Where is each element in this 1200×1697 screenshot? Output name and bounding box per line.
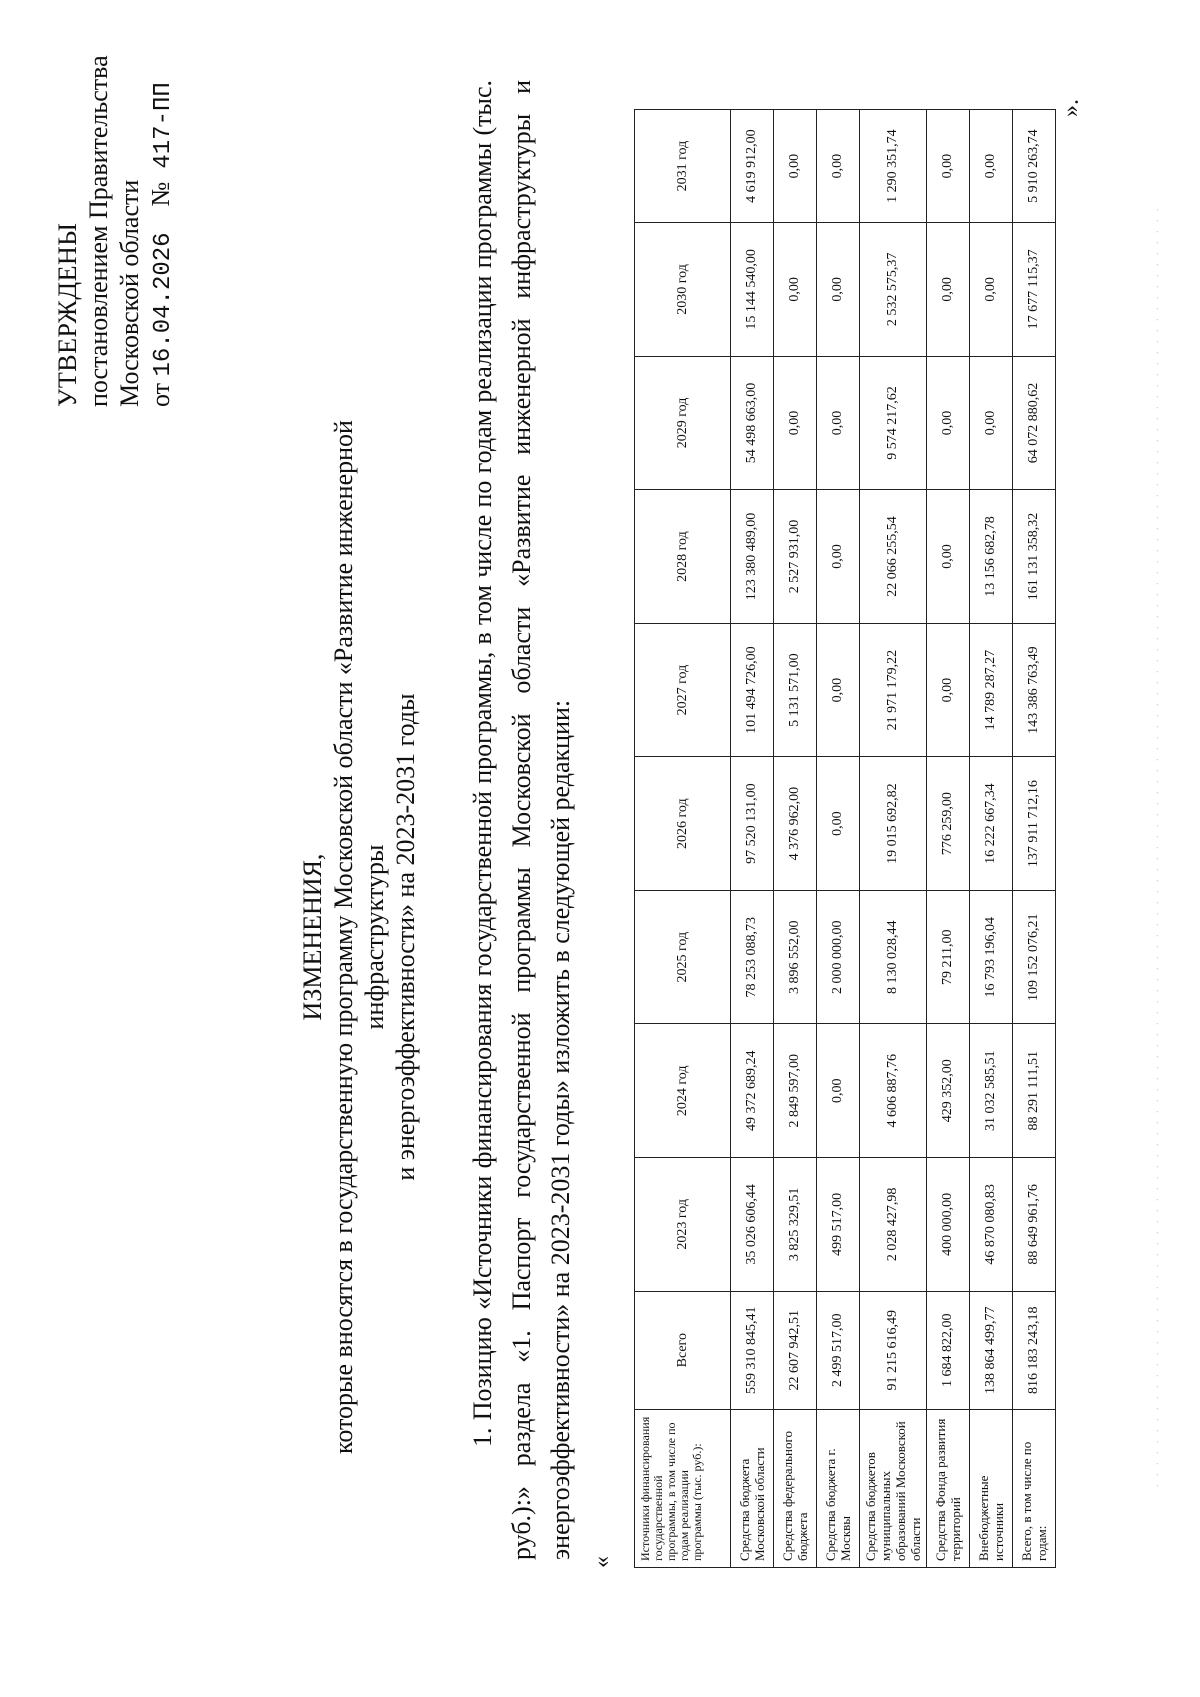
approval-number: 417-ПП xyxy=(150,82,177,169)
table-cell: 3 825 329,51 xyxy=(774,1158,817,1292)
table-cell: 4 606 887,76 xyxy=(860,1024,927,1158)
table-cell: 91 215 616,49 xyxy=(860,1291,927,1409)
approval-line-4 xyxy=(145,55,179,407)
approval-number-sign: № xyxy=(146,181,175,207)
row-label: Средства бюджета Московской области xyxy=(731,1409,774,1567)
row-label: Средства Фонда развития территорий xyxy=(927,1409,970,1567)
table-cell: 22 066 255,54 xyxy=(860,490,927,624)
row-label: Средства бюджетов муниципальных образований Московской области xyxy=(860,1409,927,1567)
table-cell: 79 211,00 xyxy=(927,890,970,1024)
table-cell: 19 015 692,82 xyxy=(860,757,927,891)
table-cell: 400 000,00 xyxy=(927,1158,970,1292)
table-cell: 123 380 489,00 xyxy=(731,490,774,624)
table-cell: 499 517,00 xyxy=(817,1158,860,1292)
table-cell: 0,00 xyxy=(927,490,970,624)
table-cell: 0,00 xyxy=(817,1024,860,1158)
approval-date-prefix: от xyxy=(146,382,175,407)
table-cell: 101 494 726,00 xyxy=(731,623,774,757)
table-cell: 31 032 585,51 xyxy=(970,1024,1013,1158)
table-cell: 0,00 xyxy=(970,356,1013,490)
body-paragraph: 1. Позицию «Источники финансирования государственной программы, в том числе по годам реализации программы (тыс. руб.):» раздела «1. Паспорт государственной программы Московской области «Развитие инженерной инфраструктуры и энергоэффективности» на 2023-2031 годы» изложить в следующей редакции: xyxy=(468,80,575,1560)
table-cell: 2 849 597,00 xyxy=(774,1024,817,1158)
table-cell: 2 028 427,98 xyxy=(860,1158,927,1292)
close-quote: ». xyxy=(1058,99,1084,117)
table-cell: 14 789 287,27 xyxy=(970,623,1013,757)
header-cell: 2029 год xyxy=(635,356,731,490)
table-cell: 1 290 351,74 xyxy=(860,110,927,223)
table-cell: 54 498 663,00 xyxy=(731,356,774,490)
table-row xyxy=(817,110,860,1568)
table-cell: 8 130 028,44 xyxy=(860,890,927,1024)
table-cell: 3 896 552,00 xyxy=(774,890,817,1024)
table-cell: 0,00 xyxy=(927,110,970,223)
table-row xyxy=(774,110,817,1568)
header-cell: 2023 год xyxy=(635,1158,731,1292)
table-cell: 15 144 540,00 xyxy=(731,223,774,357)
table-cell: 776 259,00 xyxy=(927,757,970,891)
document-title xyxy=(297,337,421,1537)
table-header-row xyxy=(635,110,731,1568)
table-cell: 4 619 912,00 xyxy=(731,110,774,223)
table-row xyxy=(731,110,774,1568)
table-cell: 9 574 217,62 xyxy=(860,356,927,490)
table-cell: 49 372 689,24 xyxy=(731,1024,774,1158)
table-cell: 816 183 243,18 xyxy=(1013,1291,1056,1409)
header-cell: 2028 год xyxy=(635,490,731,624)
table-cell: 0,00 xyxy=(817,757,860,891)
header-cell: 2027 год xyxy=(635,623,731,757)
table-cell: 2 499 517,00 xyxy=(817,1291,860,1409)
table-cell: 97 520 131,00 xyxy=(731,757,774,891)
approval-heading: УТВЕРЖДЕНЫ xyxy=(53,222,82,407)
table-cell: 429 352,00 xyxy=(927,1024,970,1158)
table-cell: 2 532 575,37 xyxy=(860,223,927,357)
row-label: Всего, в том числе по годам: xyxy=(1013,1409,1056,1567)
table-cell: 138 864 499,77 xyxy=(970,1291,1013,1409)
header-cell: 2031 год xyxy=(635,110,731,223)
table-cell: 0,00 xyxy=(970,223,1013,357)
title-heading: ИЗМЕНЕНИЯ, xyxy=(298,853,327,1021)
title-line-3: и энергоэффективности» на 2023-2031 годы xyxy=(391,693,420,1181)
table-cell: 35 026 606,44 xyxy=(731,1158,774,1292)
table-cell: 1 684 822,00 xyxy=(927,1291,970,1409)
table-cell: 0,00 xyxy=(774,356,817,490)
row-label: Средства бюджета г. Москвы xyxy=(817,1409,860,1567)
table-cell: 88 291 111,51 xyxy=(1013,1024,1056,1158)
approval-date: 16.04.2026 xyxy=(150,232,177,377)
table-cell: 137 911 712,16 xyxy=(1013,757,1056,891)
row-label: Внебюджетные источники xyxy=(970,1409,1013,1567)
open-quote: « xyxy=(589,1556,615,1568)
table-cell: 16 793 196,04 xyxy=(970,890,1013,1024)
header-cell: 2030 год xyxy=(635,223,731,357)
table-cell: 46 870 080,83 xyxy=(970,1158,1013,1292)
table-cell: 17 677 115,37 xyxy=(1013,223,1056,357)
row-label: Средства федерального бюджета xyxy=(774,1409,817,1567)
scan-artifact-dots: . . . . . . . . . . . . . . . . . . . . . . . . . . . . . . . . . . . . . . . . . . . . . . . . . . . . . . . . . . . . . . . . . . . . . . . . . . . . . . . . . . . . . . . . . . . . . . . . . . . . . . . . . . . . . . . . . . . . . xyxy=(1150,205,1161,1487)
table-row xyxy=(860,110,927,1568)
table-cell: 2 000 000,00 xyxy=(817,890,860,1024)
financing-table xyxy=(634,109,1056,1568)
table-cell: 0,00 xyxy=(817,110,860,223)
approval-stamp xyxy=(52,55,179,407)
header-cell: 2026 год xyxy=(635,757,731,891)
table-cell: 22 607 942,51 xyxy=(774,1291,817,1409)
table-cell: 2 527 931,00 xyxy=(774,490,817,624)
table-cell: 143 386 763,49 xyxy=(1013,623,1056,757)
table-cell: 78 253 088,73 xyxy=(731,890,774,1024)
approval-line-2: постановлением Правительства xyxy=(84,55,113,407)
table-cell: 109 152 076,21 xyxy=(1013,890,1056,1024)
table-cell: 64 072 880,62 xyxy=(1013,356,1056,490)
header-cell: 2024 год xyxy=(635,1024,731,1158)
table-cell: 0,00 xyxy=(817,223,860,357)
approval-line-3: Московской области xyxy=(115,179,144,407)
table-cell: 0,00 xyxy=(817,356,860,490)
header-cell: Источники финансирования государственной программы, в том числе по годам реализации программы (тыс. руб.): xyxy=(635,1409,731,1567)
table-cell: 0,00 xyxy=(817,490,860,624)
table-cell: 0,00 xyxy=(970,110,1013,223)
table-cell: 5 910 263,74 xyxy=(1013,110,1056,223)
table-cell: 161 131 358,32 xyxy=(1013,490,1056,624)
table-cell: 0,00 xyxy=(927,356,970,490)
header-cell: Всего xyxy=(635,1291,731,1409)
table-row xyxy=(970,110,1013,1568)
table-cell: 16 222 667,34 xyxy=(970,757,1013,891)
header-cell: 2025 год xyxy=(635,890,731,1024)
table-cell: 4 376 962,00 xyxy=(774,757,817,891)
title-line-2: которые вносятся в государственную программу Московской области «Развитие инженерной инфраструктуры xyxy=(329,420,389,1454)
table-cell: 0,00 xyxy=(774,110,817,223)
table-cell: 5 131 571,00 xyxy=(774,623,817,757)
table-cell: 88 649 961,76 xyxy=(1013,1158,1056,1292)
table-total-row xyxy=(1013,110,1056,1568)
table-cell: 0,00 xyxy=(927,223,970,357)
table-cell: 21 971 179,22 xyxy=(860,623,927,757)
table-cell: 13 156 682,78 xyxy=(970,490,1013,624)
table-cell: 0,00 xyxy=(817,623,860,757)
table-cell: 559 310 845,41 xyxy=(731,1291,774,1409)
table-cell: 0,00 xyxy=(927,623,970,757)
table-cell: 0,00 xyxy=(774,223,817,357)
table-row xyxy=(927,110,970,1568)
